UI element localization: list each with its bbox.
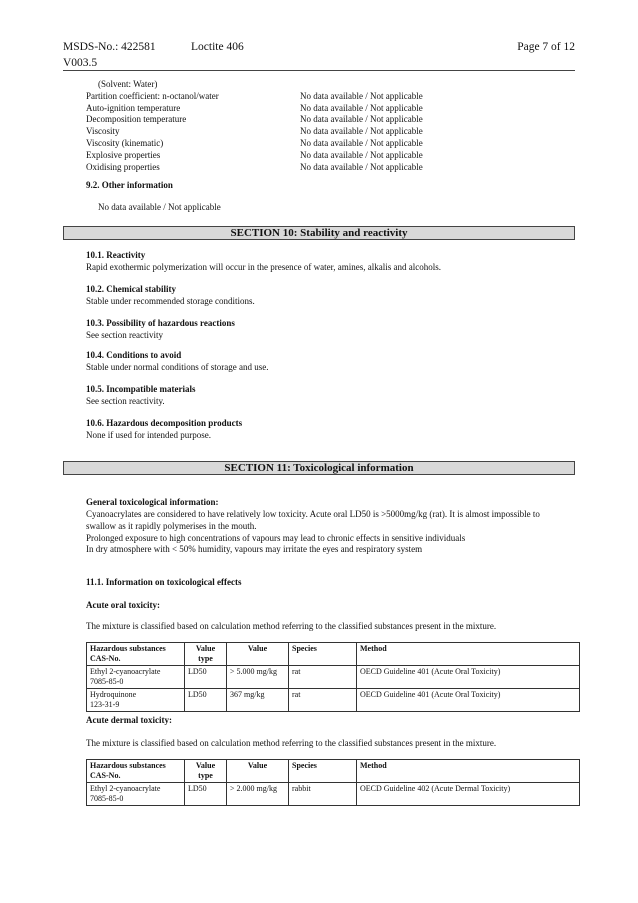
- property-name: Oxidising properties: [86, 161, 160, 172]
- table-header-row: [87, 760, 580, 783]
- col-header-species: Species: [289, 760, 357, 783]
- tox-effects-heading: 11.1. Information on toxicological effects: [86, 577, 242, 587]
- acute-oral-table: [86, 642, 580, 712]
- reactivity-text: Rapid exothermic polymerization will occur in the presence of water, amines, alkalis and alcohols.: [86, 262, 442, 272]
- value-type-cell: LD50: [185, 783, 227, 806]
- other-info-heading: 9.2. Other information: [86, 180, 173, 190]
- general-tox-heading: General toxicological information:: [86, 497, 219, 507]
- product-name: Loctite 406: [191, 41, 244, 53]
- col-header-method: Method: [357, 643, 580, 666]
- col-header-value-type: Value type: [185, 643, 227, 666]
- general-tox-line: Prolonged exposure to high concentrations of vapours may lead to chronic effects in sensitive individuals: [86, 532, 466, 543]
- species-cell: rat: [289, 666, 357, 689]
- page-number: Page 7 of 12: [517, 41, 575, 53]
- substance-cell: Ethyl 2-cyanoacrylate 7085-85-0: [87, 783, 185, 806]
- acute-oral-heading: Acute oral toxicity:: [86, 600, 160, 610]
- other-info-text: No data available / Not applicable: [98, 202, 221, 212]
- property-value: No data available / Not applicable: [300, 102, 423, 113]
- col-header-method: Method: [357, 760, 580, 783]
- table-header-row: [87, 643, 580, 666]
- acute-dermal-table: [86, 759, 580, 806]
- property-row: [86, 91, 580, 103]
- col-header-substance: Hazardous substances CAS-No.: [87, 760, 185, 783]
- substance-cell: Hydroquinone 123-31-9: [87, 689, 185, 712]
- conditions-to-avoid-text: Stable under normal conditions of storage and use.: [86, 362, 269, 372]
- value-cell: > 2.000 mg/kg: [227, 783, 289, 806]
- col-header-species: Species: [289, 643, 357, 666]
- col-header-value-type: Value type: [185, 760, 227, 783]
- property-name: Explosive properties: [86, 149, 161, 160]
- value-type-cell: LD50: [185, 666, 227, 689]
- method-cell: OECD Guideline 401 (Acute Oral Toxicity): [357, 689, 580, 712]
- species-cell: rabbit: [289, 783, 357, 806]
- property-value: No data available / Not applicable: [300, 90, 423, 101]
- table-row: [87, 689, 580, 712]
- table-row: [87, 783, 580, 806]
- acute-dermal-heading: Acute dermal toxicity:: [86, 715, 172, 725]
- col-header-value: Value: [227, 760, 289, 783]
- chemical-stability-text: Stable under recommended storage conditions.: [86, 296, 255, 306]
- property-row: [86, 162, 580, 174]
- general-tox-text: [86, 509, 580, 556]
- substance-cell: Ethyl 2-cyanoacrylate 7085-85-0: [87, 666, 185, 689]
- incompatible-materials-heading: 10.5. Incompatible materials: [86, 384, 196, 394]
- col-header-substance: Hazardous substances CAS-No.: [87, 643, 185, 666]
- solvent-note: (Solvent: Water): [98, 79, 158, 89]
- page-header: [63, 40, 575, 71]
- section-11-title: SECTION 11: Toxicological information: [63, 461, 575, 475]
- value-type-cell: LD50: [185, 689, 227, 712]
- general-tox-line: swallow as it rapidly polymerises in the mouth.: [86, 520, 257, 531]
- property-value: No data available / Not applicable: [300, 114, 423, 125]
- chemical-stability-heading: 10.2. Chemical stability: [86, 284, 176, 294]
- version-label: V003.5: [63, 57, 98, 69]
- acute-oral-text: The mixture is classified based on calculation method referring to the classified substances present in the mixture.: [86, 621, 497, 631]
- table-row: [87, 666, 580, 689]
- property-row: [86, 114, 580, 126]
- property-name: Viscosity: [86, 126, 120, 137]
- property-value: No data available / Not applicable: [300, 126, 423, 137]
- general-tox-line: In dry atmosphere with < 50% humidity, vapours may irritate the eyes and respiratory system: [86, 544, 423, 555]
- property-row: [86, 138, 580, 150]
- decomposition-products-heading: 10.6. Hazardous decomposition products: [86, 418, 243, 428]
- method-cell: OECD Guideline 402 (Acute Dermal Toxicity): [357, 783, 580, 806]
- properties-list: [86, 79, 580, 173]
- value-cell: 367 mg/kg: [227, 689, 289, 712]
- hazardous-reactions-heading: 10.3. Possibility of hazardous reactions: [86, 318, 235, 328]
- acute-dermal-text: The mixture is classified based on calculation method referring to the classified substances present in the mixture.: [86, 738, 497, 748]
- msds-number: MSDS-No.: 422581: [63, 41, 156, 53]
- property-name: Auto-ignition temperature: [86, 102, 181, 113]
- property-row: [86, 150, 580, 162]
- property-row: [86, 126, 580, 138]
- property-value: No data available / Not applicable: [300, 137, 423, 148]
- species-cell: rat: [289, 689, 357, 712]
- incompatible-materials-text: See section reactivity.: [86, 396, 165, 406]
- general-tox-line: Cyanoacrylates are considered to have relatively low toxicity. Acute oral LD50 is >5000mg/kg (rat). It is almost impossible to: [86, 509, 540, 519]
- property-row: [86, 103, 580, 115]
- property-value: No data available / Not applicable: [300, 149, 423, 160]
- property-name: Decomposition temperature: [86, 114, 187, 125]
- conditions-to-avoid-heading: 10.4. Conditions to avoid: [86, 350, 182, 360]
- col-header-value: Value: [227, 643, 289, 666]
- property-name: Partition coefficient: n-octanol/water: [86, 90, 219, 101]
- method-cell: OECD Guideline 401 (Acute Oral Toxicity): [357, 666, 580, 689]
- property-name: Viscosity (kinematic): [86, 137, 164, 148]
- property-value: No data available / Not applicable: [300, 161, 423, 172]
- reactivity-heading: 10.1. Reactivity: [86, 250, 146, 260]
- decomposition-products-text: None if used for intended purpose.: [86, 430, 211, 440]
- value-cell: > 5.000 mg/kg: [227, 666, 289, 689]
- section-10-title: SECTION 10: Stability and reactivity: [63, 226, 575, 240]
- hazardous-reactions-text: See section reactivity: [86, 330, 163, 340]
